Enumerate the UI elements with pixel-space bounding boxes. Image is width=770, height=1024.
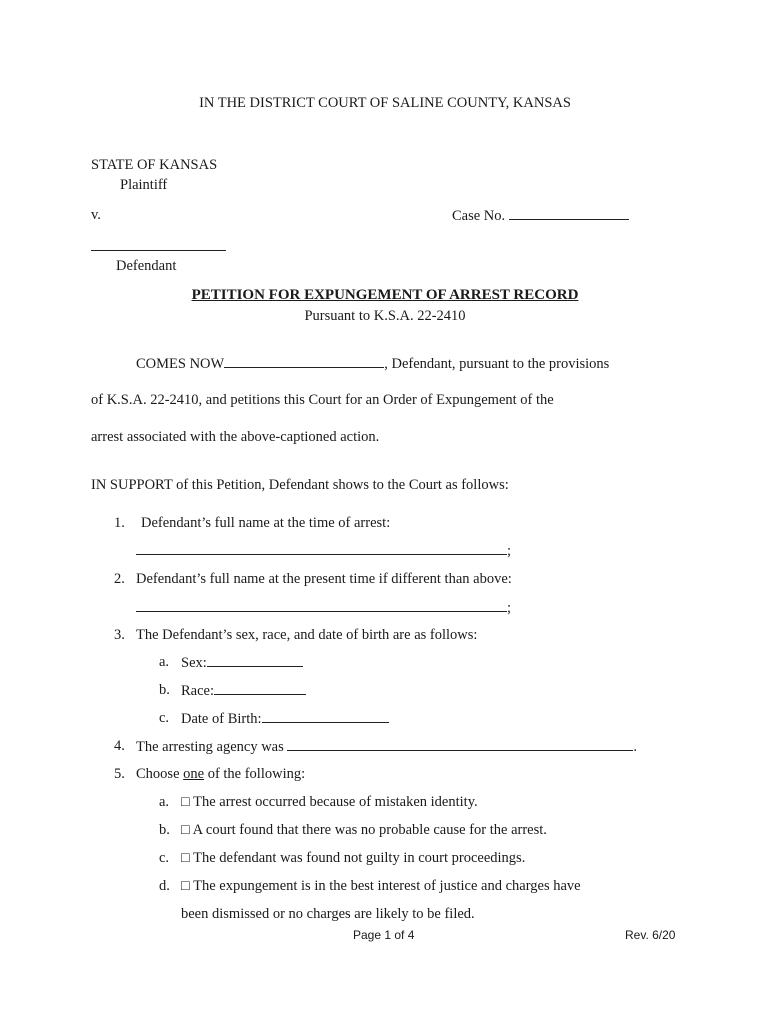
arresting-agency-field[interactable] [287, 738, 633, 751]
intro-line-1-rest: , Defendant, pursuant to the provisions [384, 356, 610, 372]
page-number: Page 1 of 4 [353, 928, 415, 942]
item-1-semicolon: ; [507, 543, 512, 559]
item-4-line [136, 738, 637, 756]
option-c-checkbox[interactable]: □ The defendant was found not guilty in court proceedings. [181, 850, 526, 866]
petition-title: PETITION FOR EXPUNGEMENT OF ARREST RECORD [191, 287, 579, 303]
sub-a-letter: a. [159, 654, 170, 670]
defendant-name-field[interactable] [224, 355, 384, 368]
plaintiff-label: Plaintiff [120, 177, 168, 193]
item-1-number: 1. [114, 515, 125, 531]
item-1-field[interactable] [136, 542, 511, 560]
option-d-checkbox[interactable]: □ The expungement is in the best interest of justice and charges have [181, 878, 581, 894]
petition-subtitle: Pursuant to K.S.A. 22-2410 [304, 308, 466, 324]
option-a-checkbox[interactable]: □ The arrest occurred because of mistaken identity. [181, 794, 478, 810]
item-2-semicolon: ; [507, 600, 512, 616]
intro-line-2: of K.S.A. 22-2410, and petitions this Court for an Order of Expungement of the [91, 392, 554, 408]
case-number-label: Case No. [452, 208, 506, 224]
option-c-letter: c. [159, 850, 170, 866]
intro-line-3: arrest associated with the above-captioned action. [91, 429, 380, 445]
plaintiff-name: STATE OF KANSAS [91, 157, 218, 173]
item-5-one: one [183, 766, 205, 782]
item-5-text [136, 766, 305, 783]
race-label: Race: [181, 683, 215, 699]
option-a-letter: a. [159, 794, 170, 810]
option-d-continuation: been dismissed or no charges are likely to be filed. [181, 906, 475, 922]
item-4-text: The arresting agency was [136, 739, 284, 755]
versus-label: v. [91, 207, 101, 223]
sex-label: Sex: [181, 655, 207, 671]
defendant-name-blank[interactable] [91, 238, 226, 256]
comes-now-text: COMES NOW [136, 356, 225, 372]
dob-field[interactable] [181, 710, 389, 728]
sex-field[interactable] [181, 654, 303, 672]
revision-date: Rev. 6/20 [625, 928, 676, 942]
item-5-post: of the following: [207, 766, 306, 782]
sub-c-letter: c. [159, 710, 170, 726]
case-number [452, 207, 629, 225]
race-field[interactable] [181, 682, 306, 700]
item-2-field[interactable] [136, 599, 511, 617]
item-5-number: 5. [114, 766, 125, 782]
item-1-text: Defendant’s full name at the time of arrest: [141, 515, 391, 531]
case-number-blank[interactable] [509, 207, 629, 220]
option-b-checkbox[interactable]: □ A court found that there was no probable cause for the arrest. [181, 822, 547, 838]
support-heading: IN SUPPORT of this Petition, Defendant shows to the Court as follows: [91, 477, 509, 493]
dob-label: Date of Birth: [181, 711, 262, 727]
item-3-text: The Defendant’s sex, race, and date of birth are as follows: [136, 627, 478, 643]
option-d-letter: d. [159, 878, 170, 894]
intro-line-1 [136, 355, 609, 373]
court-heading: IN THE DISTRICT COURT OF SALINE COUNTY, KANSAS [199, 95, 571, 111]
item-2-number: 2. [114, 571, 125, 587]
defendant-label: Defendant [116, 258, 177, 274]
item-3-number: 3. [114, 627, 125, 643]
item-2-text: Defendant’s full name at the present time if different than above: [136, 571, 512, 587]
item-4-period: . [633, 739, 638, 755]
item-5-pre: Choose [136, 766, 180, 782]
item-4-number: 4. [114, 738, 125, 754]
option-b-letter: b. [159, 822, 170, 838]
sub-b-letter: b. [159, 682, 170, 698]
